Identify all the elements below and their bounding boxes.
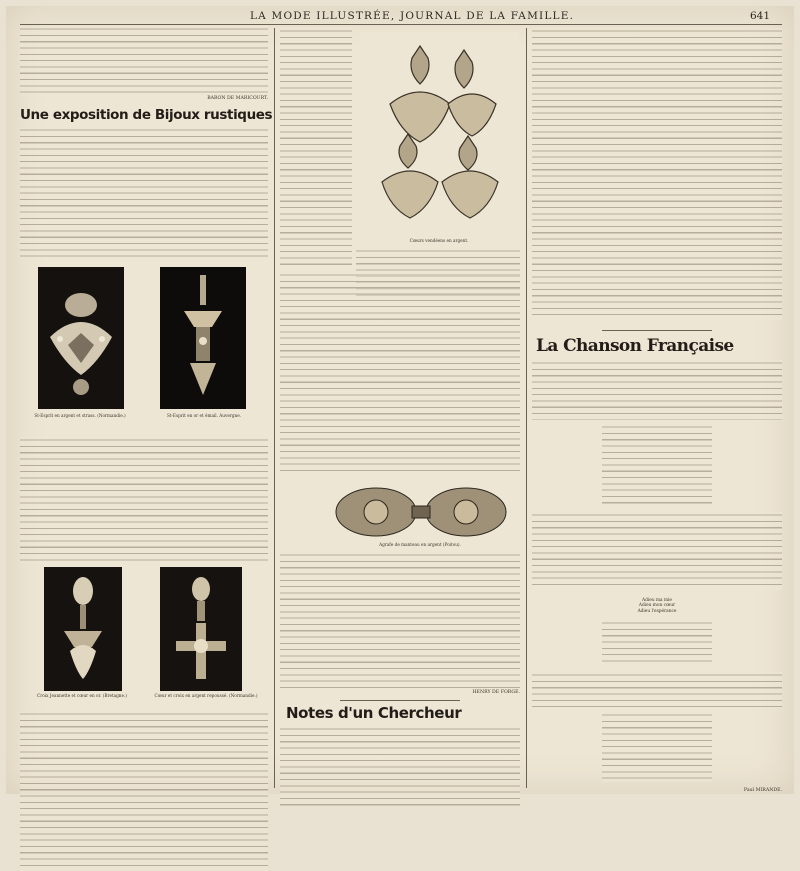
newspaper-page <box>6 6 794 794</box>
agrafe-manteau-photo <box>328 484 514 540</box>
chanson-text-2 <box>532 512 782 590</box>
page-number: 641 <box>750 10 771 22</box>
journal-title: LA MODE ILLUSTRÉE, JOURNAL DE LA FAMILLE. <box>250 10 575 22</box>
mid-text-3 <box>280 272 520 476</box>
photo4-caption: Cœur et croix en argent repoussé. (Normandie.) <box>154 693 258 699</box>
chanson-text-3 <box>532 672 782 708</box>
header-rule <box>20 24 782 25</box>
photo2-caption: St-Esprit en or et émail. Auvergne. <box>166 413 242 419</box>
mid-text-4 <box>280 552 520 688</box>
notes-text <box>280 726 520 806</box>
left-column <box>20 26 273 871</box>
intro-text-block <box>20 26 268 95</box>
st-esprit-silver-photo <box>38 267 124 409</box>
hearts-caption: Cœurs vendéens en argent. <box>409 238 469 243</box>
exposition-heading: Une exposition de Bijoux rustiques <box>20 107 273 124</box>
chanson-verse-1 <box>602 424 712 506</box>
coeur-croix-photo <box>160 567 242 691</box>
photo1-caption: St-Esprit en argent et strass. (Normandie.) <box>34 413 126 419</box>
forge-signature: HENRY DE FORGE. <box>472 690 520 695</box>
right-section-rule <box>602 330 712 331</box>
section-rule <box>340 700 460 701</box>
clasp-caption: Agrafe de manteau en argent (Poitou). <box>379 542 461 547</box>
chanson-verse-3 <box>602 712 712 782</box>
chanson-poem <box>592 598 722 614</box>
chanson-heading: La Chanson Française <box>536 336 734 356</box>
column-divider-2 <box>526 28 527 788</box>
chanson-verse-2 <box>602 620 712 666</box>
poem-line: Adieu mon cœur <box>638 603 676 609</box>
croix-jeannette-photo <box>44 567 122 691</box>
notes-heading: Notes d'un Chercheur <box>286 704 462 722</box>
mid-top-text <box>280 28 352 268</box>
photo-row-1 <box>20 259 268 437</box>
mirande-signature: Paul MIRANDE. <box>743 788 782 793</box>
right-top-text <box>532 28 782 320</box>
photo3-caption: Croix Jeannette et cœur en or. (Bretagne.) <box>37 693 127 699</box>
coeurs-vendeens-photo <box>360 32 518 236</box>
page-header <box>6 6 794 26</box>
vogue-text <box>20 437 268 563</box>
intro-signature: BARON DE MARICOURT. <box>207 96 268 101</box>
closing-text <box>20 711 268 871</box>
chanson-intro-text <box>532 360 782 420</box>
poem-line: Adieu ma mie <box>642 598 672 603</box>
poem-line: Adieu l'espérance <box>637 608 677 614</box>
photo-row-2 <box>20 563 268 711</box>
st-esprit-gold-photo <box>160 267 246 409</box>
column-divider-1 <box>274 28 275 788</box>
exposition-text <box>20 127 268 259</box>
